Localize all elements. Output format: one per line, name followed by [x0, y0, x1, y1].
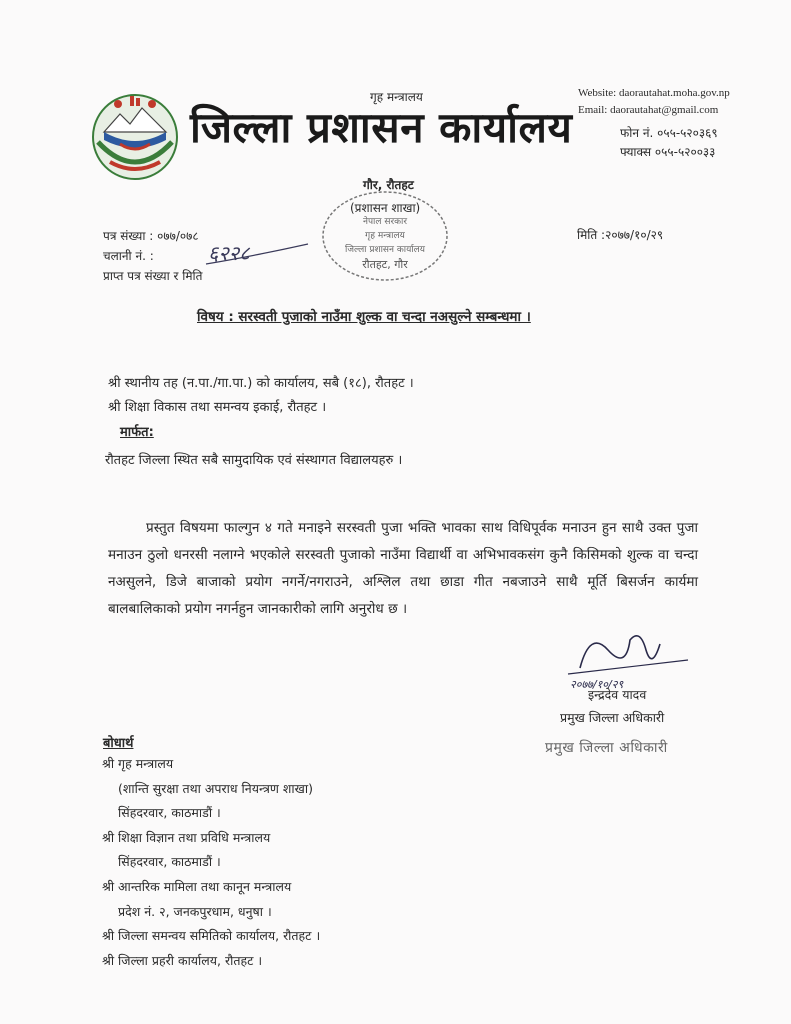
email-text: Email: daorautahat@gmail.com: [578, 104, 719, 116]
signature-stamp: प्रमुख जिल्ला अधिकारी: [545, 740, 668, 756]
cc-list: [102, 752, 320, 973]
office-title: जिल्ला प्रशासन कार्यालय: [190, 103, 573, 152]
phone-block: [620, 124, 718, 162]
stamp-line-2: गृह मन्त्रालय: [365, 231, 405, 241]
office-place: गौर, रौतहट: [363, 178, 414, 192]
cc-heading: बोधार्थ: [103, 736, 134, 751]
body-paragraph: [108, 515, 698, 623]
cc-item: श्री शिक्षा विज्ञान तथा प्रविधि मन्त्रालय: [102, 829, 271, 845]
cc-item: श्री जिल्ला समन्वय समितिको कार्यालय, रौतहट ।: [102, 928, 321, 944]
nepal-emblem-icon: [90, 92, 180, 182]
website-text: Website: daorautahat.moha.gov.np: [578, 87, 730, 99]
contact-block: [578, 85, 730, 119]
cc-item: श्री गृह मन्त्रालय: [102, 756, 174, 771]
phone-text: फोन नं. ०५५-५२०३६९: [620, 126, 718, 140]
addressee-line: श्री स्थानीय तह (न.पा./गा.पा.) को कार्यालय, सबै (१८), रौतहट ।: [108, 376, 414, 391]
cc-item: प्रदेश नं. २, जनकपुरधाम, धनुषा ।: [118, 903, 272, 919]
cc-item: श्री आन्तरिक मामिला तथा कानून मन्त्रालय: [102, 878, 292, 894]
stamp-line-4: रौतहट, गौर: [362, 258, 408, 271]
cc-item: सिंहदरवार, काठमाडौं ।: [118, 854, 221, 870]
signature-date: २०७७/१०/२९: [570, 678, 624, 691]
cc-item: श्री जिल्ला प्रहरी कार्यालय, रौतहट ।: [102, 952, 263, 968]
body-paragraph-text: प्रस्तुत विषयमा फाल्गुन ४ गते मनाइने सरस्वती पुजा भक्ति भावका साथ विधिपूर्वक मनाउन हुन साथै उक्त पुजा मनाउन ठुलो धनरसी नलाग्ने भएकोले सरस्वती पुजाको नाउँमा विद्यार्थी वा अभिभावकसंग कुनै किसिमको शुल्क वा चन्दा नअसुलने, डिजे बाजाको प्रयोग नगर्ने/नगराउने, अश्लिल तथा छाडा गीत नबजाउने साथै मूर्ति बिसर्जन कार्यमा बालबालिकाको प्रयोग नगर्नहुन जानकारीको लागि अनुरोध छ ।: [108, 520, 698, 617]
office-branch: (प्रशासन शाखा): [350, 201, 421, 215]
signature-scribble: [560, 620, 700, 692]
signatory-name: इन्द्रदेव यादव: [588, 687, 647, 702]
dispatch-handwritten-number: ६२२८: [208, 241, 250, 265]
fax-text: फ्याक्स ०५५-५२००३३: [620, 145, 716, 159]
addressee-line: श्री शिक्षा विकास तथा समन्वय इकाई, रौतहट ।: [108, 400, 327, 415]
dispatch-number: चलानी नं. :: [103, 249, 154, 263]
via-label: मार्फत:: [120, 425, 154, 440]
ministry-name: गृह मन्त्रालय: [370, 90, 423, 104]
letter-date: मिति :२०७७/१०/२९: [577, 228, 664, 242]
signatory-title: प्रमुख जिल्ला अधिकारी: [560, 710, 665, 725]
addressee-block: [108, 372, 414, 420]
subject-line: विषय : सरस्वती पुजाको नाउँमा शुल्क वा चन्दा नअसुल्ने सम्बन्धमा ।: [197, 309, 531, 325]
letter-number: पत्र संख्या : ०७७/०७८: [103, 229, 199, 243]
received-reference: प्राप्त पत्र संख्या र मिति: [103, 269, 203, 283]
schools-line: रौतहट जिल्ला स्थित सबै सामुदायिक एवं संस्थागत विद्यालयहरु ।: [105, 453, 403, 468]
cc-item: (शान्ति सुरक्षा तथा अपराध नियन्त्रण शाखा): [118, 780, 313, 796]
stamp-line-3: जिल्ला प्रशासन कार्यालय: [345, 245, 425, 255]
cc-item: सिंहदरवार, काठमाडौं ।: [118, 805, 221, 821]
reference-block: [103, 226, 203, 286]
stamp-line-1: नेपाल सरकार: [362, 217, 408, 227]
dispatch-handwritten: [204, 236, 314, 270]
